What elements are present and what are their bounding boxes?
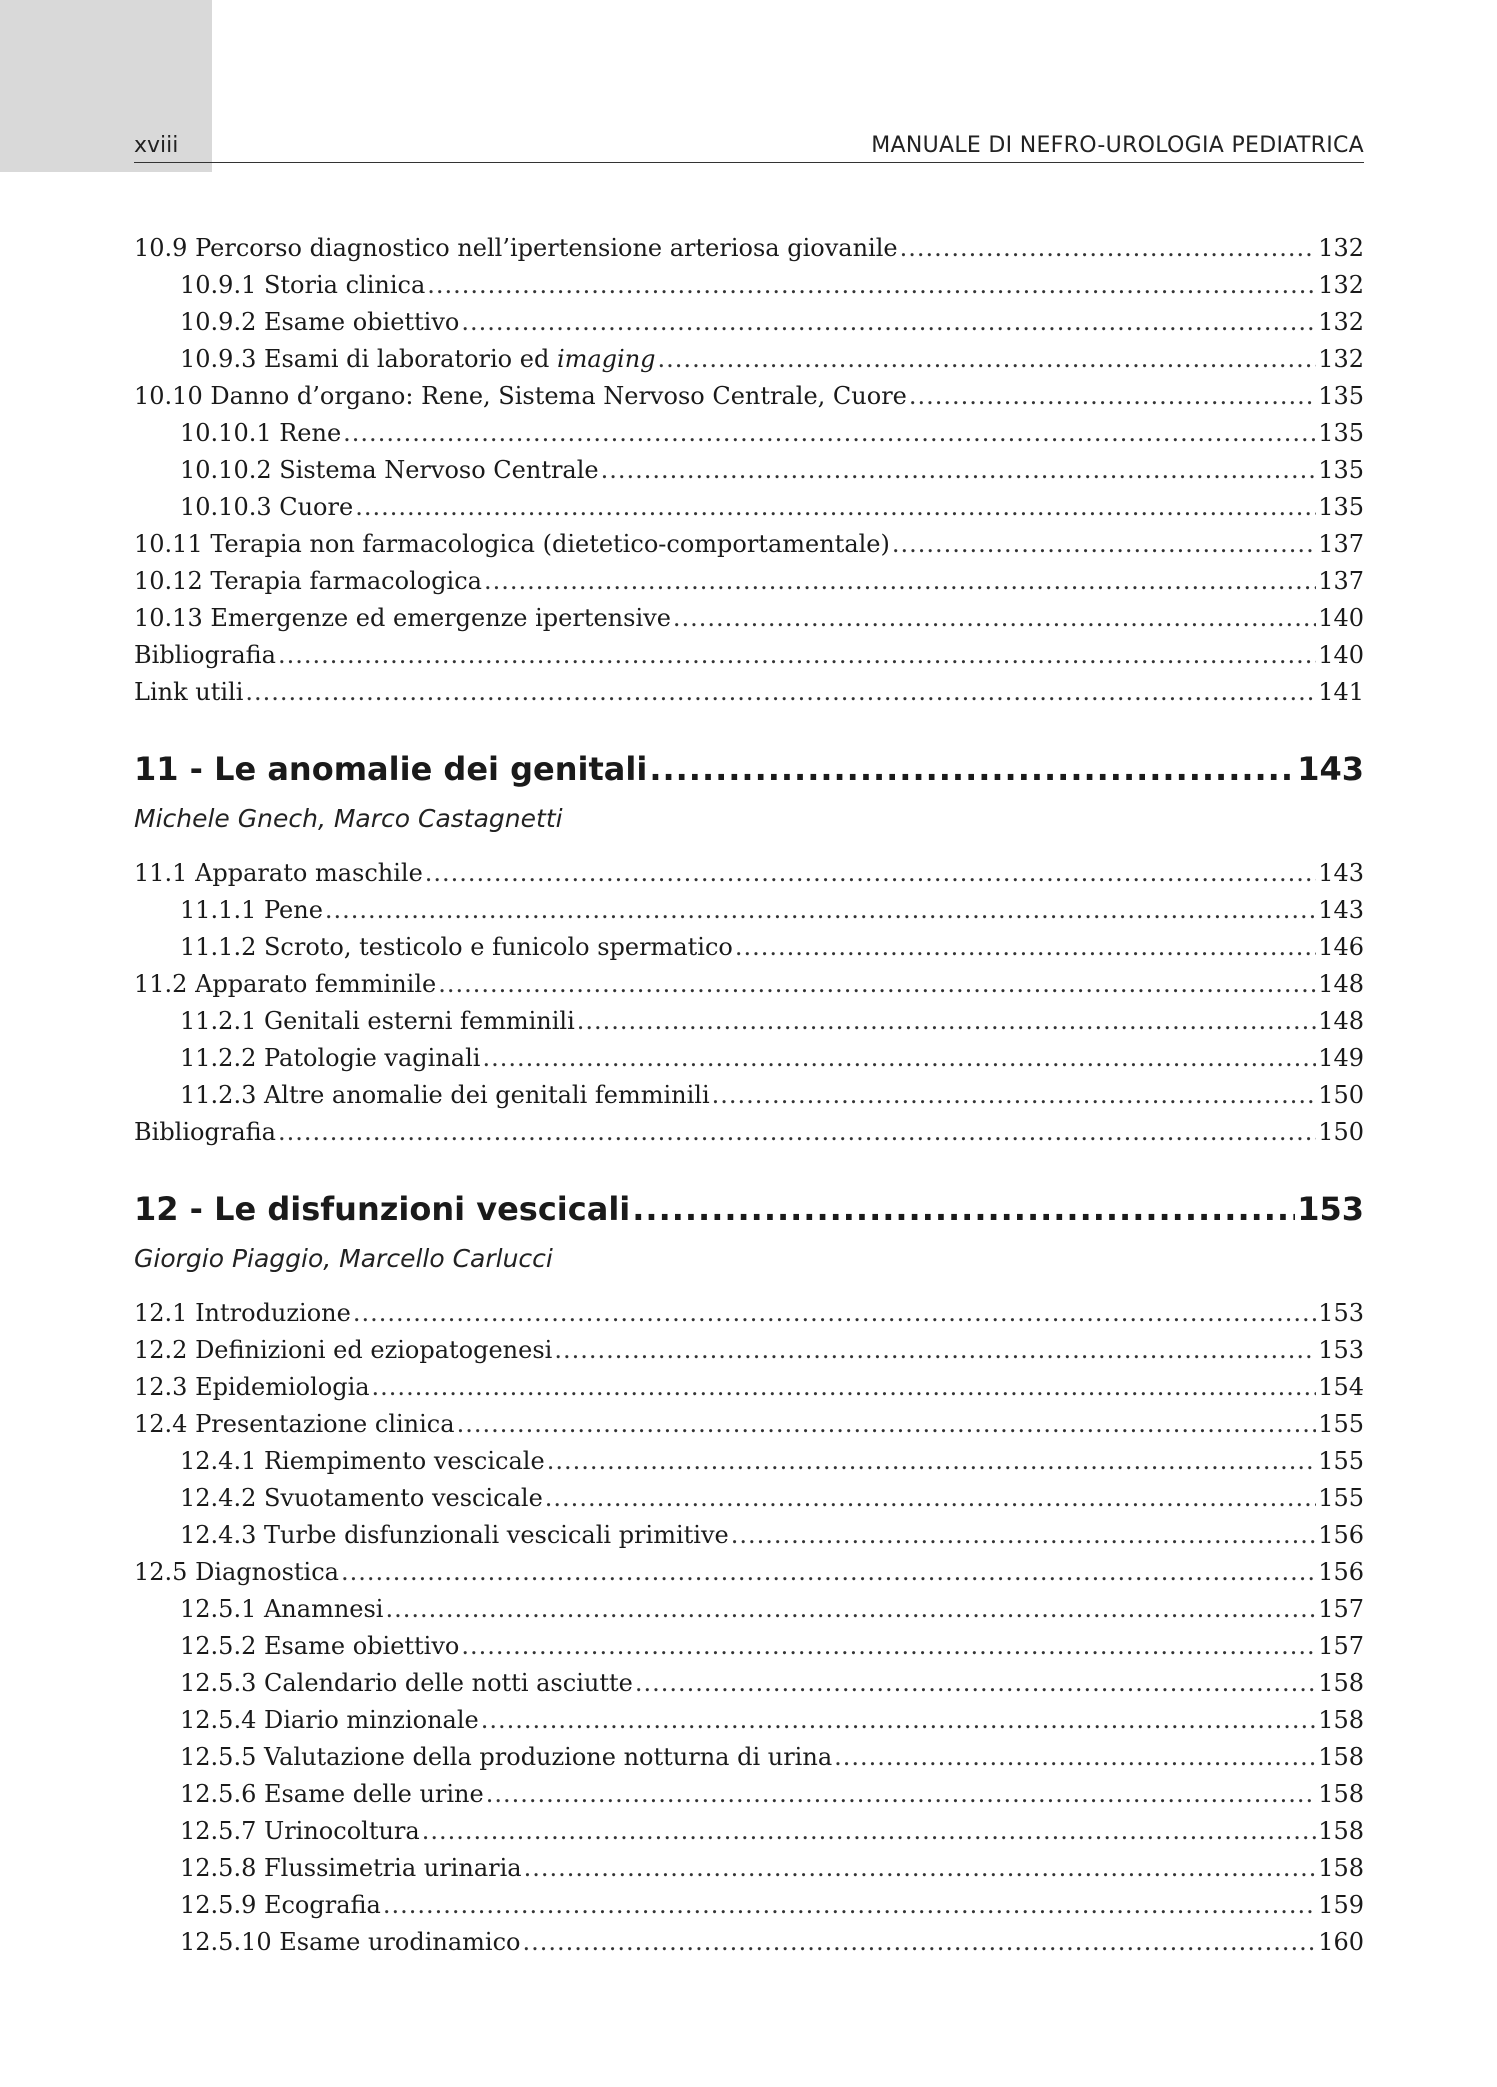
dot-leader (427, 267, 1316, 304)
dot-leader (632, 1177, 1295, 1241)
toc-entry-page: 156 (1318, 1521, 1364, 1549)
dot-leader (461, 304, 1316, 341)
toc-entry-page: 141 (1318, 678, 1364, 706)
toc-entry-page: 155 (1318, 1484, 1364, 1512)
toc-entry-title: 12.4.3 Turbe disfunzionali vescicali primitive (180, 1521, 729, 1549)
toc-entry-title: 10.12 Terapia farmacologica (134, 567, 482, 595)
toc-entry-page: 155 (1318, 1447, 1364, 1475)
toc-entry-title: 11.1.2 Scroto, testicolo e funicolo spermatico (180, 933, 733, 961)
toc-entry-page: 153 (1318, 1336, 1364, 1364)
toc-entry[interactable] (134, 1295, 1364, 1332)
dot-leader (278, 637, 1316, 674)
dot-leader (481, 1702, 1316, 1739)
toc-entry-page: 135 (1318, 456, 1364, 484)
toc-entry[interactable] (134, 563, 1364, 600)
toc-entry-title: 10.9.1 Storia clinica (180, 271, 426, 299)
toc-entry-title: 12.4.1 Riempimento vescicale (180, 1447, 545, 1475)
dot-leader (545, 1480, 1316, 1517)
dot-leader (909, 378, 1316, 415)
toc-entry[interactable] (134, 1813, 1364, 1850)
toc-entry[interactable] (134, 452, 1364, 489)
toc-entry-page: 148 (1318, 970, 1364, 998)
toc-entry-page: 132 (1318, 308, 1364, 336)
dot-leader (353, 1295, 1316, 1332)
toc-entry-title: 12.5.8 Flussimetria urinaria (180, 1854, 522, 1882)
toc-entry-page: 135 (1318, 493, 1364, 521)
toc-entry-page: 132 (1318, 234, 1364, 262)
dot-leader (372, 1369, 1317, 1406)
toc-entry[interactable] (134, 1739, 1364, 1776)
page-header (134, 122, 1364, 163)
toc-entry-page: 135 (1318, 382, 1364, 410)
toc-entry[interactable] (134, 1591, 1364, 1628)
toc-entry-title: 10.10.3 Cuore (180, 493, 354, 521)
toc-entry-title: 12.5.3 Calendario delle notti asciutte (180, 1669, 633, 1697)
toc-entry-page: 155 (1318, 1410, 1364, 1438)
dot-leader (712, 1077, 1317, 1114)
toc-entry-page: 154 (1318, 1373, 1364, 1401)
toc-entry[interactable] (134, 1924, 1364, 1961)
toc-entry[interactable] (134, 267, 1364, 304)
toc-entry-title: 10.9 Percorso diagnostico nell’ipertensione arteriosa giovanile (134, 234, 898, 262)
toc-entry-page: 158 (1318, 1669, 1364, 1697)
chapter-title: 12 - Le disfunzioni vescicali (134, 1190, 631, 1228)
toc-entry-page: 146 (1318, 933, 1364, 961)
dot-leader (343, 415, 1316, 452)
dot-leader (341, 1554, 1316, 1591)
dot-leader (900, 230, 1317, 267)
toc-entry-title: 10.10.1 Rene (180, 419, 342, 447)
toc-entry[interactable] (134, 1040, 1364, 1077)
toc-entry-title: 12.5.6 Esame delle urine (180, 1780, 484, 1808)
dot-leader (484, 563, 1316, 600)
toc-entry[interactable] (134, 1077, 1364, 1114)
toc-entry[interactable] (134, 526, 1364, 563)
toc-entry[interactable] (134, 1887, 1364, 1924)
toc-entry-page: 140 (1318, 641, 1364, 669)
dot-leader (457, 1406, 1317, 1443)
toc-entry[interactable] (134, 1776, 1364, 1813)
toc-entry-page: 149 (1318, 1044, 1364, 1072)
toc-entry-title: 10.11 Terapia non farmacologica (dietetico-comportamentale) (134, 530, 890, 558)
toc-entry[interactable] (134, 1114, 1364, 1151)
toc-entry[interactable] (134, 1850, 1364, 1887)
toc-entry[interactable] (134, 1554, 1364, 1591)
toc-entry-title: 12.5.10 Esame urodinamico (180, 1928, 521, 1956)
table-of-contents (134, 230, 1364, 1961)
toc-entry[interactable] (134, 415, 1364, 452)
dot-leader (892, 526, 1316, 563)
dot-leader (355, 489, 1316, 526)
dot-leader (325, 892, 1316, 929)
toc-entry-page: 158 (1318, 1854, 1364, 1882)
toc-entry-page: 158 (1318, 1743, 1364, 1771)
toc-entry[interactable] (134, 892, 1364, 929)
toc-entry-page: 143 (1318, 859, 1364, 887)
toc-entry[interactable] (134, 341, 1364, 378)
toc-entry-title: 11.2.1 Genitali esterni femminili (180, 1007, 575, 1035)
toc-entry-page: 132 (1318, 271, 1364, 299)
toc-entry-title: 12.5.7 Urinocoltura (180, 1817, 420, 1845)
toc-entry[interactable] (134, 1517, 1364, 1554)
toc-entry-page: 158 (1318, 1780, 1364, 1808)
toc-entry[interactable] (134, 1443, 1364, 1480)
toc-entry[interactable] (134, 929, 1364, 966)
dot-leader (673, 600, 1316, 637)
toc-entry-title: Link utili (134, 678, 244, 706)
toc-entry-title: Bibliografia (134, 1118, 276, 1146)
toc-entry-page: 137 (1318, 530, 1364, 558)
toc-entry-title: 10.13 Emergenze ed emergenze ipertensive (134, 604, 671, 632)
toc-entry-title: 10.10 Danno d’organo: Rene, Sistema Nervoso Centrale, Cuore (134, 382, 907, 410)
toc-entry-title: 12.4 Presentazione clinica (134, 1410, 455, 1438)
dot-leader (522, 1924, 1316, 1961)
dot-leader (245, 674, 1316, 711)
toc-entry-title: 12.5.4 Diario minzionale (180, 1706, 479, 1734)
toc-entry-page: 159 (1318, 1891, 1364, 1919)
toc-entry-page: 137 (1318, 567, 1364, 595)
toc-entry[interactable] (134, 378, 1364, 415)
toc-entry-title: 12.1 Introduzione (134, 1299, 351, 1327)
toc-entry-title: 12.2 Definizioni ed eziopatogenesi (134, 1336, 553, 1364)
toc-entry-title: 10.9.3 Esami di laboratorio ed imaging (180, 345, 656, 373)
dot-leader (658, 341, 1317, 378)
dot-leader (524, 1850, 1317, 1887)
toc-entry-page: 158 (1318, 1706, 1364, 1734)
toc-entry[interactable] (134, 966, 1364, 1003)
toc-entry[interactable] (134, 304, 1364, 341)
dot-leader (601, 452, 1317, 489)
running-title: MANUALE DI NEFRO-UROLOGIA PEDIATRICA (871, 133, 1364, 158)
dot-leader (438, 966, 1316, 1003)
toc-entry[interactable] (134, 489, 1364, 526)
toc-entry[interactable] (134, 855, 1364, 892)
dot-leader (554, 1332, 1316, 1369)
toc-entry[interactable] (134, 1332, 1364, 1369)
toc-entry-page: 140 (1318, 604, 1364, 632)
toc-entry-title: 12.5.5 Valutazione della produzione notturna di urina (180, 1743, 833, 1771)
toc-entry-title: 10.9.2 Esame obiettivo (180, 308, 460, 336)
dot-leader (385, 1591, 1316, 1628)
toc-entry-page: 157 (1318, 1632, 1364, 1660)
toc-entry-page: 153 (1318, 1299, 1364, 1327)
toc-entry[interactable] (134, 1702, 1364, 1739)
dot-leader (383, 1887, 1316, 1924)
chapter-11-authors: Michele Gnech, Marco Castagnetti (134, 804, 563, 833)
toc-entry-page: 132 (1318, 345, 1364, 373)
chapter-title: 11 - Le anomalie dei genitali (134, 750, 648, 788)
toc-entry-page: 156 (1318, 1558, 1364, 1586)
toc-entry-title: 12.3 Epidemiologia (134, 1373, 370, 1401)
toc-entry-title: 12.5 Diagnostica (134, 1558, 339, 1586)
toc-entry[interactable] (134, 600, 1364, 637)
toc-entry[interactable] (134, 230, 1364, 267)
toc-entry-page: 158 (1318, 1817, 1364, 1845)
chapter-11-entries (134, 855, 1364, 1151)
toc-entry-title: 11.2.2 Patologie vaginali (180, 1044, 481, 1072)
toc-entry[interactable] (134, 637, 1364, 674)
toc-entry[interactable] (134, 674, 1364, 711)
toc-entry-page: 143 (1318, 896, 1364, 924)
toc-entry-title: 12.5.1 Anamnesi (180, 1595, 384, 1623)
toc-entry-page: 160 (1318, 1928, 1364, 1956)
toc-entry-page: 148 (1318, 1007, 1364, 1035)
section-10-entries (134, 230, 1364, 711)
chapter-page: 143 (1297, 750, 1364, 788)
toc-entry-title: 12.5.2 Esame obiettivo (180, 1632, 460, 1660)
toc-entry[interactable] (134, 1480, 1364, 1517)
toc-entry-title: 12.5.9 Ecografia (180, 1891, 381, 1919)
chapter-12-entries (134, 1295, 1364, 1961)
toc-entry-page: 150 (1318, 1118, 1364, 1146)
toc-entry-title: Bibliografia (134, 641, 276, 669)
dot-leader (731, 1517, 1316, 1554)
chapter-12-heading[interactable] (134, 1177, 1364, 1241)
dot-leader (735, 929, 1316, 966)
toc-entry-page: 157 (1318, 1595, 1364, 1623)
toc-entry-title: 11.2 Apparato femminile (134, 970, 437, 998)
dot-leader (649, 737, 1295, 801)
chapter-11-heading[interactable] (134, 737, 1364, 801)
toc-entry[interactable] (134, 1003, 1364, 1040)
chapter-12-authors: Giorgio Piaggio, Marcello Carlucci (134, 1244, 553, 1273)
dot-leader (486, 1776, 1316, 1813)
dot-leader (278, 1114, 1316, 1151)
page-number: xviii (134, 133, 179, 158)
toc-entry[interactable] (134, 1665, 1364, 1702)
toc-entry[interactable] (134, 1406, 1364, 1443)
toc-entry-page: 135 (1318, 419, 1364, 447)
toc-entry-title: 11.1 Apparato maschile (134, 859, 423, 887)
chapter-page: 153 (1297, 1190, 1364, 1228)
dot-leader (577, 1003, 1316, 1040)
dot-leader (547, 1443, 1317, 1480)
dot-leader (635, 1665, 1316, 1702)
toc-entry-title: 11.1.1 Pene (180, 896, 323, 924)
toc-entry-title: 12.4.2 Svuotamento vescicale (180, 1484, 543, 1512)
dot-leader (422, 1813, 1316, 1850)
dot-leader (834, 1739, 1316, 1776)
toc-entry-page: 150 (1318, 1081, 1364, 1109)
toc-entry-title: 10.10.2 Sistema Nervoso Centrale (180, 456, 599, 484)
toc-entry[interactable] (134, 1628, 1364, 1665)
dot-leader (425, 855, 1316, 892)
toc-entry[interactable] (134, 1369, 1364, 1406)
dot-leader (461, 1628, 1316, 1665)
dot-leader (482, 1040, 1316, 1077)
toc-entry-title: 11.2.3 Altre anomalie dei genitali femminili (180, 1081, 710, 1109)
